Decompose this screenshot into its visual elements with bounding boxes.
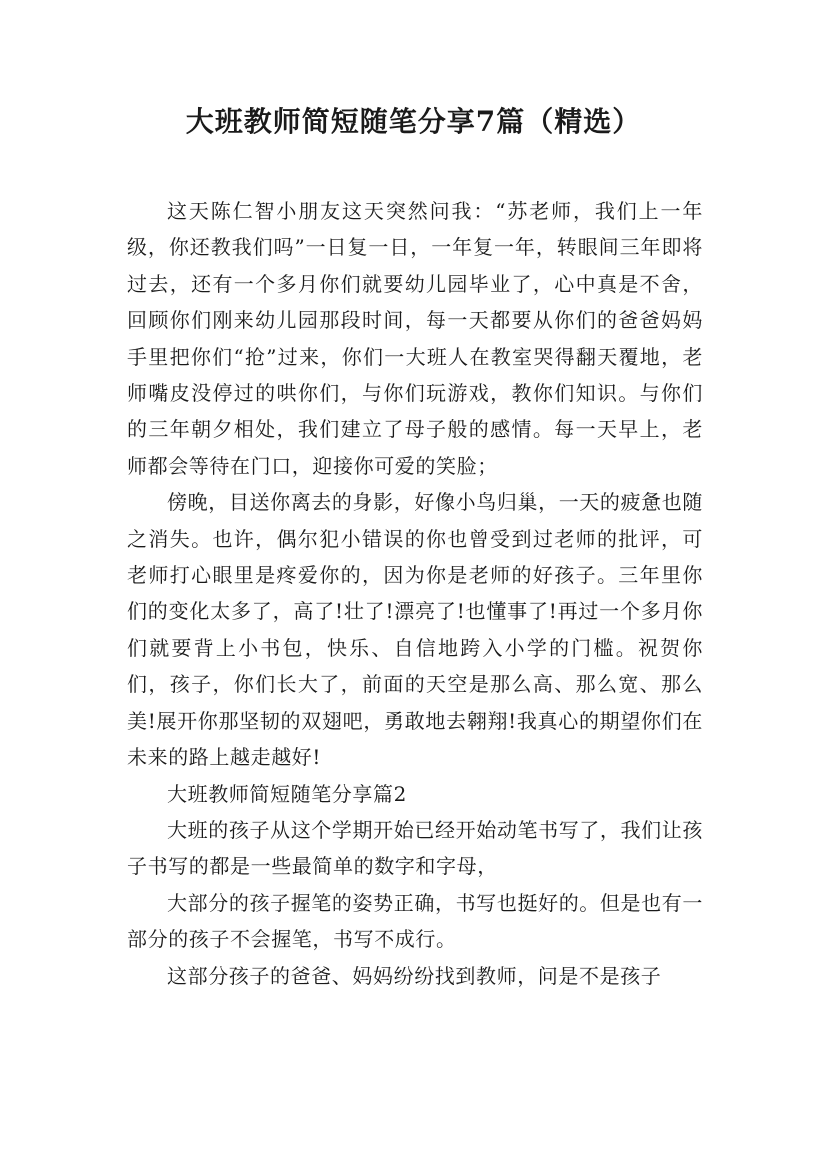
paragraph-2: 傍晚，目送你离去的身影，好像小鸟归巢，一天的疲惫也随之消失。也许，偶尔犯小错误的你也曾受到过老师的批评，可老师打心眼里是疼爱你的，因为你是老师的好孩子。三年里你们的变化太多了，高了!壮了!漂亮了!也懂事了!再过一个多月你们就要背上小书包，快乐、自信地跨入小学的门槛。祝贺你们，孩子，你们长大了，前面的天空是那么高、那么宽、那么美!展开你那坚韧的双翅吧，勇敢地去翱翔!我真心的期望你们在未来的路上越走越好! [127, 490, 703, 770]
document-body [127, 193, 703, 994]
paragraph-1: 这天陈仁智小朋友这天突然问我：“苏老师，我们上一年级，你还教我们吗”一日复一日，一年复一年，转眼间三年即将过去，还有一个多月你们就要幼儿园毕业了，心中真是不舍，回顾你们刚来幼儿园那段时间，每一天都要从你们的爸爸妈妈手里把你们“抢”过来，你们一大班人在教室哭得翻天覆地，老师嘴皮没停过的哄你们，与你们玩游戏，教你们知识。与你们的三年朝夕相处，我们建立了母子般的感情。每一天早上，老师都会等待在门口，迎接你可爱的笑脸； [127, 199, 703, 478]
document-title: 大班教师简短随笔分享7篇（精选） [185, 105, 642, 138]
section-heading: 大班教师简短随笔分享篇2 [167, 781, 407, 806]
paragraph-5: 这部分孩子的爸爸、妈妈纷纷找到教师，问是不是孩子 [167, 963, 662, 988]
paragraph-4: 大部分的孩子握笔的姿势正确，书写也挺好的。但是也有一部分的孩子不会握笔，书写不成行。 [127, 890, 703, 952]
paragraph-3: 大班的孩子从这个学期开始已经开始动笔书写了，我们让孩子书写的都是一些最简单的数字和字母， [127, 817, 703, 879]
